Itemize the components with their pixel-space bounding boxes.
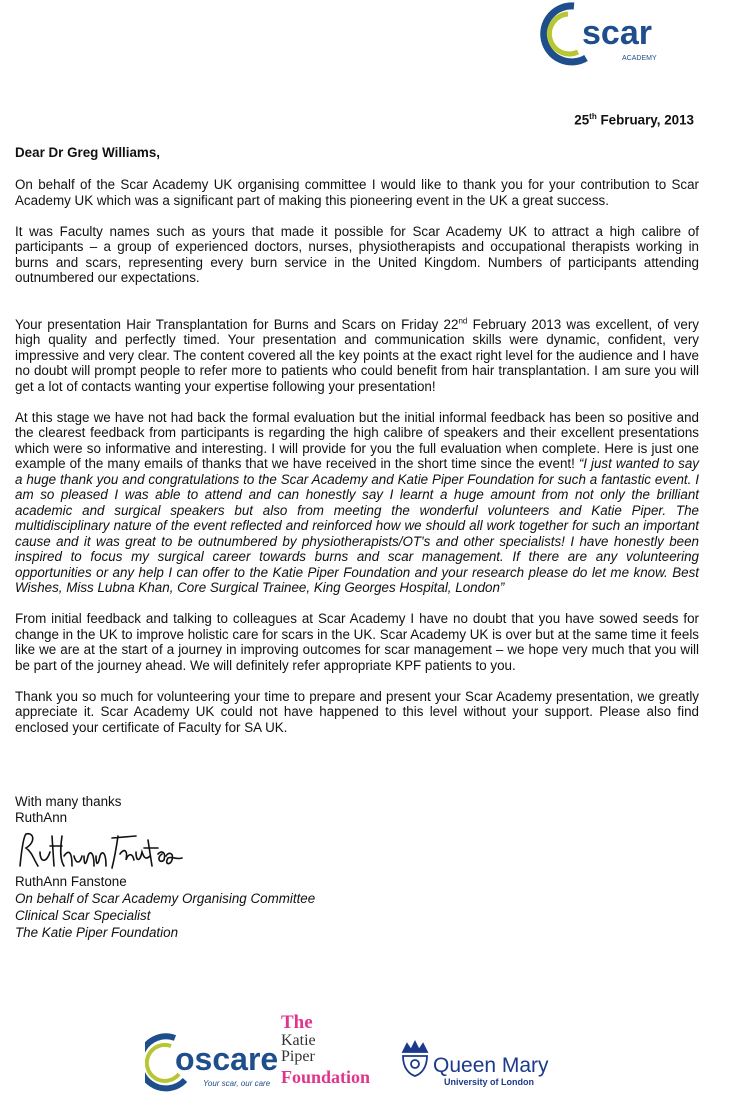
handwritten-signature [16, 826, 186, 874]
paragraph-change: From initial feedback and talking to colleagues at Scar Academy I have no doubt that you have sowed seeds for change in the UK to improve holistic care for scars in the UK. Scar Academy UK is over but at the same time it feels like we are at the start of a journey in improving outcomes for scar management – we hope very much that you will be part of the journey ahead. We will definitely refer appropriate KPF patients to you. [15, 611, 699, 673]
queen-mary-logo [403, 1042, 549, 1087]
scar-academy-logo [534, 0, 704, 66]
closing-line: With many thanks [15, 794, 122, 809]
footer-logos [145, 1008, 575, 1093]
signer-name: RuthAnn Fanstone [15, 874, 127, 889]
signer-role: On behalf of Scar Academy Organising Committee [15, 891, 316, 906]
kpf-line-foundation: Foundation [281, 1067, 371, 1087]
signer-title: Clinical Scar Specialist [15, 908, 151, 923]
closing [15, 794, 121, 825]
paragraph-closing-thanks: Thank you so much for volunteering your time to prepare and present your Scar Academy presentation, we greatly appreciate it. Scar Academy UK could not have happened to this level without your support. Please also find enclosed your certificate of Faculty for SA UK. [15, 688, 699, 735]
salutation: Dear Dr Greg Williams, [15, 145, 160, 160]
paragraph-thanks: On behalf of the Scar Academy UK organising committee I would like to thank you for your contribution to Scar Academy UK which was a significant part of making this pioneering event in the UK a great success. [15, 177, 699, 208]
katie-piper-foundation-logo [281, 1012, 370, 1087]
closing-name: RuthAnn [15, 809, 68, 825]
signer-organisation: The Katie Piper Foundation [15, 925, 179, 940]
quoted-email: “I just wanted to say a huge thank you and congratulations to the Scar Academy and Katie Piper Foundation for such a fantastic event. I am so pleased I was able to attend and can honestly say I learnt a huge amount from not only the brilliant academic and surgical speakers but also from meeting the wonderful volunteers and Katie Piper. The multidisciplinary nature of the event reflected and reinforced how we should all work together for such an important cause and it was great to be outnumbered by physiotherapists/OT's and other specialists! I have honestly been inspired to focus my surgical career towards burns and scar management. If there are any volunteering opportunities or any help I can offer to the Katie Piper Foundation and your research please do let me know. Best Wishes, Miss Lubna Khan, Core Surgical Trainee, King Georges Hospital, London” [15, 456, 699, 595]
queen-mary-wordmark: Queen Mary [433, 1054, 549, 1077]
logo-subtext: ACADEMY [622, 55, 657, 62]
kpf-line-piper: Piper [281, 1048, 315, 1065]
signature-block [15, 873, 315, 941]
kpf-line-the: The [281, 1012, 313, 1033]
kpf-line-katie: Katie [281, 1032, 316, 1049]
scar-swirl-icon [544, 6, 586, 62]
letter-body [15, 177, 699, 751]
oscare-logo [145, 1036, 278, 1088]
paragraph-feedback: At this stage we have not had back the formal evaluation but the initial informal feedback has been so positive and the clearest feedback from participants is regarding the high calibre of speakers and their excellent presentations which were so informative and interesting. I will provide for you the full evaluation when complete. Here is just one example of the many emails of thanks that we have received in the short time since the event! “I just wanted to say a huge thank you and congratulations to the Scar Academy and Katie Piper Foundation for such a fantastic event. I am so pleased I was able to attend and can honestly say I learnt a huge amount from not only the brilliant academic and surgical speakers but also from meeting the wonderful volunteers and Katie Piper. The multidisciplinary nature of the event reflected and reinforced how we should all work together for such an important cause and it was great to be outnumbered by physiotherapists/OT's and other specialists! I have honestly been inspired to focus my surgical career towards burns and scar management. If there are any volunteering opportunities or any help I can offer to the Katie Piper Foundation and your research please do let me know. Best Wishes, Miss Lubna Khan, Core Surgical Trainee, King Georges Hospital, London” [15, 409, 699, 595]
oscare-tagline: Your scar, our care [203, 1079, 271, 1088]
queen-mary-subtitle: University of London [444, 1077, 534, 1087]
paragraph-presentation: Your presentation Hair Transplantation for Burns and Scars on Friday 22nd February 2013 was excellent, of very high quality and perfectly timed. Your presentation and communication skills were dynamic, confident, very impressive and very clear. The content covered all the key points at the exact right level for the audience and I have no doubt will prompt people to refer more to patients who could benefit from hair transplantation. I am sure you will get a lot of contacts wanting your expertise following your presentation! [15, 316, 699, 394]
letter-date: 25th February, 2013 [574, 112, 694, 128]
oscare-wordmark: oscare [175, 1041, 279, 1077]
queen-mary-crest-icon [403, 1042, 427, 1076]
logo-wordmark: scar [582, 14, 652, 52]
paragraph-faculty: It was Faculty names such as yours that made it possible for Scar Academy UK to attract a high calibre of participants – a group of experienced doctors, nurses, physiotherapists and occupational therapists working in burns and scars, representing every burn service in the United Kingdom. Numbers of participants attending outnumbered our expectations. [15, 223, 699, 285]
